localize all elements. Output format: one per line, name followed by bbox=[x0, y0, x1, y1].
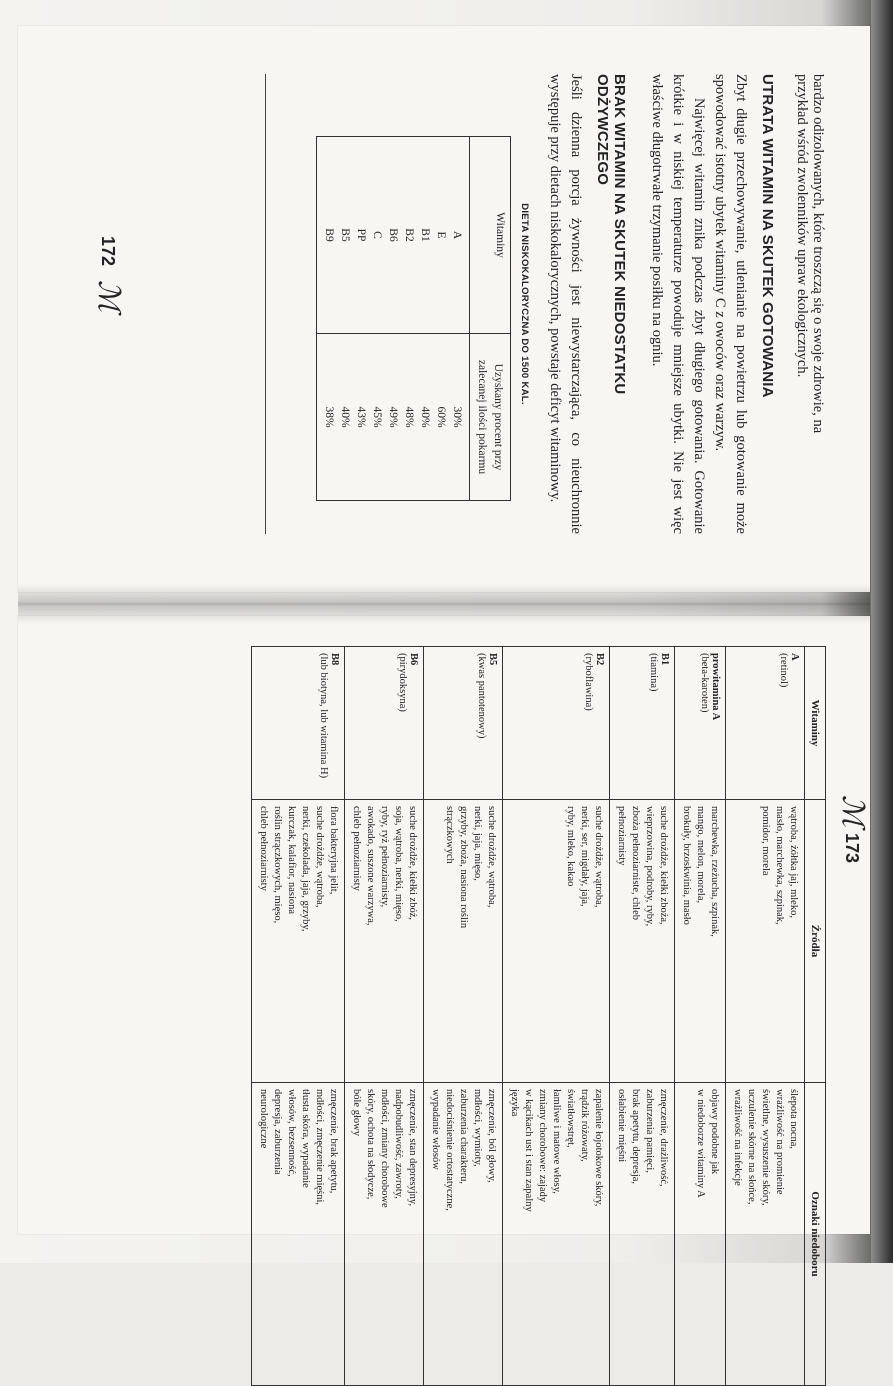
table-header-row bbox=[805, 647, 826, 1386]
sign-line: w kącikach ust i stan zapalny bbox=[523, 1089, 534, 1212]
header-sources: Źródła bbox=[805, 800, 826, 1083]
source-line: nerki, jaja, mięso, bbox=[472, 806, 483, 881]
sign-line: niedociśnienie ortostatyczne, bbox=[444, 1089, 455, 1211]
sign-line: wrażliwość na infekcje bbox=[732, 1089, 743, 1186]
vitamin-cell bbox=[610, 647, 675, 800]
source-line: strączkowych bbox=[444, 806, 455, 864]
header-signs: Oznaki niedoboru bbox=[805, 1083, 826, 1386]
footer-rule bbox=[265, 74, 266, 534]
sign-line: depresja, zaburzenia bbox=[272, 1089, 283, 1175]
vitamin-name: prowitamina A bbox=[710, 653, 721, 721]
sign-line: brak apetytu, depresja, bbox=[630, 1089, 641, 1185]
percent-cell: 40% bbox=[419, 406, 431, 428]
sign-line: skóry, ochota na słodycze, bbox=[365, 1089, 376, 1200]
monogram-logo: ℳ bbox=[91, 280, 126, 313]
sign-line: włosów, bezsenność, bbox=[286, 1089, 297, 1177]
signs-cell bbox=[252, 1083, 345, 1386]
vitamin-cell bbox=[424, 647, 503, 800]
header-percent bbox=[470, 334, 511, 501]
vitamin-name: B8 bbox=[329, 653, 340, 666]
vitamin-cell bbox=[675, 647, 726, 800]
cooking-paragraph-1: Zbyt długie przechowywanie, utlenianie na powietrzu lub gotowanie może spowodować istotny ubytek witaminy C z owoców oraz warzyw. bbox=[712, 74, 749, 534]
header-line: zalecanej ilości pokarmu bbox=[476, 359, 488, 475]
sign-line: języka bbox=[509, 1089, 520, 1117]
source-line: ryby, mleko, kakao bbox=[565, 806, 576, 887]
sign-line: świetlne, wysuszenie skóry, bbox=[760, 1089, 771, 1206]
table-row bbox=[345, 647, 424, 1386]
signs-cell bbox=[424, 1083, 503, 1386]
sign-line: objawy podobne jak bbox=[709, 1089, 720, 1175]
vitamin-cell: B9 bbox=[323, 228, 335, 242]
percent-cell: 38% bbox=[323, 406, 335, 428]
percent-cell: 60% bbox=[435, 406, 447, 428]
vitamin-cell: B2 bbox=[403, 228, 415, 242]
sign-line: osłabienie mięśni bbox=[616, 1089, 627, 1163]
header-line: Uzyskany procent przy bbox=[492, 363, 504, 471]
table-row bbox=[726, 647, 805, 1386]
source-line: mango, melon, morela, bbox=[695, 806, 706, 904]
source-line: suche drożdże, wątroba, bbox=[593, 806, 604, 908]
source-line: awokado, suszone warzywa, bbox=[365, 806, 376, 926]
table-row bbox=[424, 647, 503, 1386]
sign-line: zapalenie łojotokowe skóry, bbox=[593, 1089, 604, 1207]
table-body-row bbox=[317, 137, 470, 501]
source-line: zboża pełnoziarniste, chleb bbox=[630, 806, 641, 920]
vitamin-subname: (retinol) bbox=[778, 653, 789, 688]
vitamin-deficiency-table bbox=[251, 646, 826, 1386]
sign-line: zmęczenie, brak apetytu, bbox=[328, 1089, 339, 1194]
heading-line: ODŻYWCZEGO bbox=[594, 74, 611, 186]
page-173-header bbox=[822, 795, 870, 955]
source-line: suche drożdże, kiełki zbóż, bbox=[407, 806, 418, 920]
section-heading-deficiency bbox=[594, 74, 628, 534]
page-172 bbox=[66, 74, 826, 534]
vitamin-subname: (tiamina) bbox=[648, 653, 659, 692]
intro-line: bardzo odizolowanych, które troszczą się o swoje zdrowie, na bbox=[810, 74, 826, 434]
percent-cell: 43% bbox=[355, 406, 367, 428]
source-line: wątroba, żółtka jaj, mleko, bbox=[788, 806, 799, 918]
vitamin-cell: B6 bbox=[387, 228, 399, 242]
sign-line: zmiany chorobowe: zajady bbox=[537, 1089, 548, 1203]
sign-line: zmęczenie, ból głowy, bbox=[486, 1089, 497, 1183]
vitamin-subname: (pirydoksyna) bbox=[397, 653, 408, 712]
vitamin-cell: PP bbox=[355, 228, 367, 242]
table-header-row bbox=[470, 137, 511, 501]
source-line: grzyby, zboża, nasiona roślin bbox=[458, 806, 469, 929]
deficiency-paragraph: Jeśli dzienna porcja żywności jest niewystarczająca, co nieuchronnie występuje przy dietach niskokalorycznych, powstaje deficyt witaminowy. bbox=[547, 74, 584, 534]
source-line: masło, marchewka, szpinak, bbox=[774, 806, 785, 925]
source-line: suche drożdże, wątroba, bbox=[314, 806, 325, 908]
vitamin-cell: A bbox=[451, 230, 463, 240]
sources-cell bbox=[610, 800, 675, 1083]
source-line: flora bakteryjna jelit, bbox=[328, 806, 339, 895]
source-line: pomidor, morela bbox=[760, 806, 771, 876]
vitamin-cell: C bbox=[371, 231, 383, 239]
sign-line: nadpobudliwość, zawroty, bbox=[393, 1089, 404, 1199]
percent-cell: 45% bbox=[371, 406, 383, 428]
sources-cell bbox=[424, 800, 503, 1083]
vitamin-name: B1 bbox=[659, 653, 670, 666]
table-row bbox=[252, 647, 345, 1386]
table-row bbox=[610, 647, 675, 1386]
vitamin-cell: B5 bbox=[339, 228, 351, 242]
sign-line: zmęczenie, drażliwość, bbox=[658, 1089, 669, 1187]
table-caption: DIETA NISKOKALORYCZNA DO 1500 KAL. bbox=[519, 203, 530, 405]
source-line: wieprzowina, podroby, ryby, bbox=[644, 806, 655, 927]
source-line: chleb pełnoziarnisty bbox=[258, 806, 269, 891]
vitamin-cell bbox=[726, 647, 805, 800]
table-row bbox=[503, 647, 610, 1386]
cooking-paragraph-2: Najwięcej witamin znika podczas zbyt długiego gotowania. Gotowanie krótkie i w niskiej temperaturze powoduje mniejsze ubytki. Nie jest więc właściwe długotrwałe trzymanie posiłku na ogniu. bbox=[649, 74, 707, 534]
scanner-edge bbox=[871, 0, 893, 1263]
sign-line: neurologiczne bbox=[258, 1089, 269, 1149]
sign-line: łamliwe i matowe włosy, bbox=[551, 1089, 562, 1194]
vitamin-cell: E bbox=[435, 231, 447, 239]
source-line: ryby, ryż pełnoziarnisty, bbox=[379, 806, 390, 908]
vitamin-subname: (ryboflawina) bbox=[583, 653, 594, 711]
percent-cell: 30% bbox=[451, 406, 463, 428]
vitamin-cell bbox=[503, 647, 610, 800]
sources-cell bbox=[252, 800, 345, 1083]
monogram-logo: ℳ bbox=[835, 795, 870, 828]
vitamin-name: B2 bbox=[594, 653, 605, 666]
intro-line: przykład wśród zwolenników upraw ekologicznych. bbox=[794, 74, 810, 378]
sign-line: światłowstręt, bbox=[565, 1089, 576, 1148]
signs-cell bbox=[345, 1083, 424, 1386]
vitamin-cell bbox=[345, 647, 424, 800]
sign-line: tłusta skóra, wypadanie bbox=[300, 1089, 311, 1188]
source-line: nerki, ser, migdały, jaja, bbox=[579, 806, 590, 907]
table-row bbox=[675, 647, 726, 1386]
sources-cell bbox=[345, 800, 424, 1083]
source-line: chleb pełnoziarnisty bbox=[351, 806, 362, 891]
signs-cell bbox=[610, 1083, 675, 1386]
source-line: suche drożdże, wątroba, bbox=[486, 806, 497, 908]
page-173 bbox=[66, 646, 826, 1277]
sign-line: mdłości, zmiany chorobowe bbox=[379, 1089, 390, 1208]
page-172-footer bbox=[78, 236, 126, 396]
sources-cell bbox=[675, 800, 726, 1083]
vitamin-name: A bbox=[789, 653, 800, 661]
vitamin-column bbox=[317, 137, 470, 334]
sign-line: zmęczenie, stan depresyjny, bbox=[407, 1089, 418, 1207]
page-number-173: 173 bbox=[842, 833, 862, 864]
sources-cell bbox=[726, 800, 805, 1083]
header-vitamins: Witaminy bbox=[805, 647, 826, 800]
sign-line: mdłości, wymioty, bbox=[472, 1089, 483, 1167]
source-line: kurczak, kalafior, nasiona bbox=[286, 806, 297, 915]
vitamin-name: B5 bbox=[487, 653, 498, 666]
section-heading-cooking: UTRATA WITAMIN NA SKUTEK GOTOWANIA bbox=[759, 74, 776, 398]
source-line: brokuły, brzoskwinia, masło bbox=[681, 806, 692, 925]
sign-line: ślepota nocna, bbox=[788, 1089, 799, 1150]
header-vitamins: Witaminy bbox=[470, 137, 511, 334]
source-line: roślin strączkowych, mięso, bbox=[272, 806, 283, 924]
vitamin-cell bbox=[252, 647, 345, 800]
sign-line: wrażliwość na promienie bbox=[774, 1089, 785, 1195]
percent-column bbox=[317, 334, 470, 501]
source-line: marchewka, rzeżucha, szpinak, bbox=[709, 806, 720, 937]
low-calorie-diet-table bbox=[316, 136, 511, 501]
percent-cell: 49% bbox=[387, 406, 399, 428]
vitamin-subname: (kwas pantotenowy) bbox=[476, 653, 487, 739]
sign-line: trądzik różowaty, bbox=[579, 1089, 590, 1162]
sign-line: wypadanie włosów bbox=[430, 1089, 441, 1170]
page-number-172: 172 bbox=[98, 236, 118, 267]
heading-line: BRAK WITAMIN NA SKUTEK NIEDOSTATKU bbox=[611, 74, 628, 395]
vitamin-cell: B1 bbox=[419, 228, 431, 242]
sources-cell bbox=[503, 800, 610, 1083]
signs-cell bbox=[675, 1083, 726, 1386]
vitamin-subname: (lub biotyna, lub witamina H) bbox=[318, 653, 329, 779]
sign-line: w niedoborze witaminy A bbox=[695, 1089, 706, 1198]
sign-line: zaburzenia pamięci, bbox=[644, 1089, 655, 1173]
sign-line: zaburzenia charakteru, bbox=[458, 1089, 469, 1185]
source-line: suche drożdże, kiełki zboża, bbox=[658, 806, 669, 925]
sign-line: uczulenie skórne na słońce, bbox=[746, 1089, 757, 1205]
source-line: soja, wątroba, nerki, mięso, bbox=[393, 806, 404, 922]
signs-cell bbox=[503, 1083, 610, 1386]
intro-paragraph bbox=[794, 74, 826, 534]
percent-cell: 40% bbox=[339, 406, 351, 428]
source-line: nerki, czekolada, jaja, grzyby, bbox=[300, 806, 311, 932]
sign-line: mdłości, zmęczenie mięśni, bbox=[314, 1089, 325, 1206]
percent-cell: 48% bbox=[403, 406, 415, 428]
sign-line: bóle głowy bbox=[351, 1089, 362, 1136]
source-line: pełnoziarnisty bbox=[616, 806, 627, 866]
book-gutter bbox=[18, 584, 870, 624]
signs-cell bbox=[726, 1083, 805, 1386]
vitamin-subname: (beta-karoten) bbox=[699, 653, 710, 713]
vitamin-name: B6 bbox=[408, 653, 419, 666]
